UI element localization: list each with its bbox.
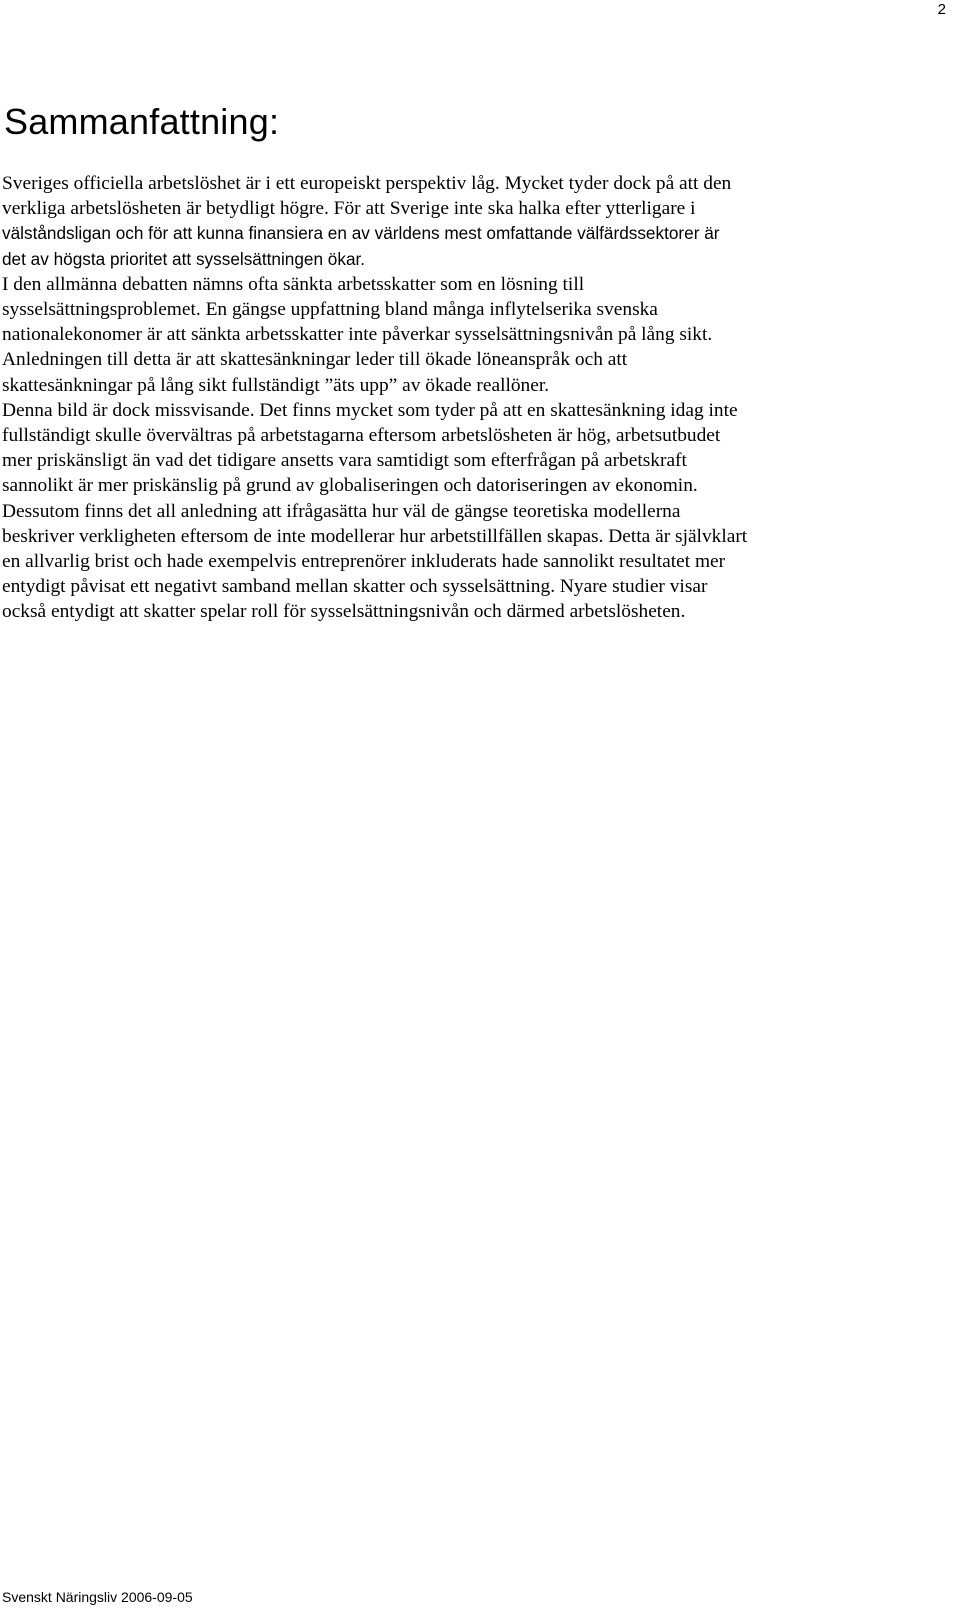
text-line: I den allmänna debatten nämns ofta sänkta arbetsskatter som en lösning till: [2, 273, 585, 295]
text-line: en allvarlig brist och hade exempelvis entreprenörer inkluderats hade sannolikt resultatet mer: [2, 551, 726, 573]
text-line: Anledningen till detta är att skattesänkningar leder till ökade löneanspråk och att: [2, 349, 628, 371]
text-line: sannolikt är mer priskänslig på grund av globaliseringen och datoriseringen av ekonomin.: [2, 475, 698, 497]
text-line: verkliga arbetslösheten är betydligt högre. För att Sverige inte ska halka efter ytterligare i: [2, 198, 696, 220]
text-line: skattesänkningar på lång sikt fullständigt ”äts upp” av ökade reallöner.: [2, 374, 550, 396]
text-line: Denna bild är dock missvisande. Det finns mycket som tyder på att en skattesänkning idag inte: [2, 399, 738, 421]
text-line: nationalekonomer är att sänkta arbetsskatter inte påverkar sysselsättningsnivån på lång sikt.: [2, 324, 713, 346]
text-line: beskriver verkligheten eftersom de inte modellerar hur arbetstillfällen skapas. Detta är självklart: [2, 525, 748, 547]
text-line: Sveriges officiella arbetslöshet är i ett europeiskt perspektiv låg. Mycket tyder dock på att den: [2, 173, 732, 194]
text-line: Dessutom finns det all anledning att ifrågasätta hur väl de gängse teoretiska modellerna: [2, 500, 681, 522]
text-line: välståndsligan och för att kunna finansiera en av världens mest omfattande välfärdssektorer är: [2, 223, 720, 244]
page-number: 2: [937, 1, 946, 18]
page-footer: Svenskt Näringsliv 2006-09-05: [2, 1589, 193, 1605]
text-line: också entydigt att skatter spelar roll för sysselsättningsnivån och därmed arbetslösheten.: [2, 601, 686, 623]
text-line: mer priskänsligt än vad det tidigare ansetts vara samtidigt som efterfrågan på arbetskraft: [2, 450, 687, 472]
text-line: entydigt påvisat ett negativt samband mellan skatter och sysselsättning. Nyare studier visar: [2, 576, 708, 598]
text-line: det av högsta prioritet att sysselsättningen ökar.: [2, 248, 366, 269]
text-line: sysselsättningsproblemet. En gängse uppfattning bland många inflytelserika svenska: [2, 299, 658, 321]
text-line: fullständigt skulle övervältras på arbetstagarna eftersom arbetslösheten är hög, arbetsutbudet: [2, 425, 721, 447]
page-title: Sammanfattning:: [4, 101, 280, 142]
summary-body: [2, 171, 892, 625]
